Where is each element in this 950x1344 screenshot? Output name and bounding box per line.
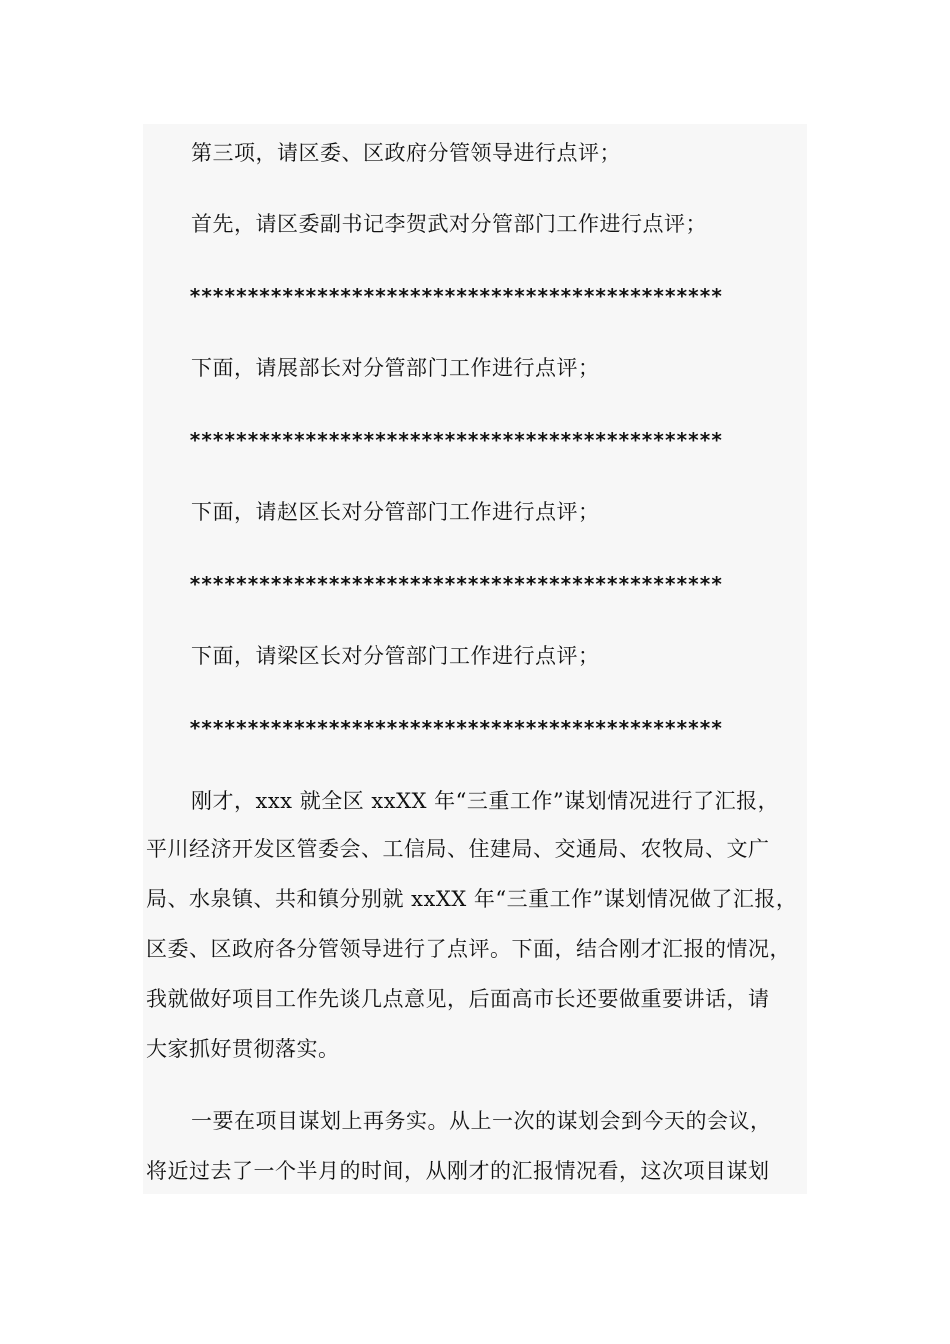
separator-asterisks: ********************************************** [189,716,723,740]
point-one-paragraph-line: 将近过去了一个半月的时间，从刚才的汇报情况看，这次项目谋划 [146,1159,770,1183]
next-commentary-line: 下面，请赵区长对分管部门工作进行点评； [191,500,600,524]
next-commentary-line: 下面，请展部长对分管部门工作进行点评； [191,356,600,380]
summary-paragraph-line: 刚才，xxx 就全区 xxXX 年“三重工作”谋划情况进行了汇报， [191,789,780,813]
point-one-paragraph-line: 一要在项目谋划上再务实。从上一次的谋划会到今天的会议， [191,1109,772,1133]
next-commentary-line: 下面，请梁区长对分管部门工作进行点评； [191,644,600,668]
separator-asterisks: ********************************************** [189,284,723,308]
summary-paragraph-line: 我就做好项目工作先谈几点意见，后面高市长还要做重要讲话，请 [146,987,770,1011]
separator-asterisks: ********************************************** [189,572,723,596]
summary-paragraph-line: 大家抓好贯彻落实。 [146,1037,340,1061]
summary-paragraph-line: 平川经济开发区管委会、工信局、住建局、交通局、农牧局、文广 [146,837,770,861]
separator-asterisks: ********************************************** [189,428,723,452]
first-commentary-line: 首先，请区委副书记李贺武对分管部门工作进行点评； [191,212,707,236]
summary-paragraph-line: 局、水泉镇、共和镇分别就 xxXX 年“三重工作”谋划情况做了汇报， [146,887,798,911]
agenda-item-three: 第三项，请区委、区政府分管领导进行点评； [191,141,621,165]
summary-paragraph-line: 区委、区政府各分管领导进行了点评。下面，结合刚才汇报的情况， [146,937,791,961]
